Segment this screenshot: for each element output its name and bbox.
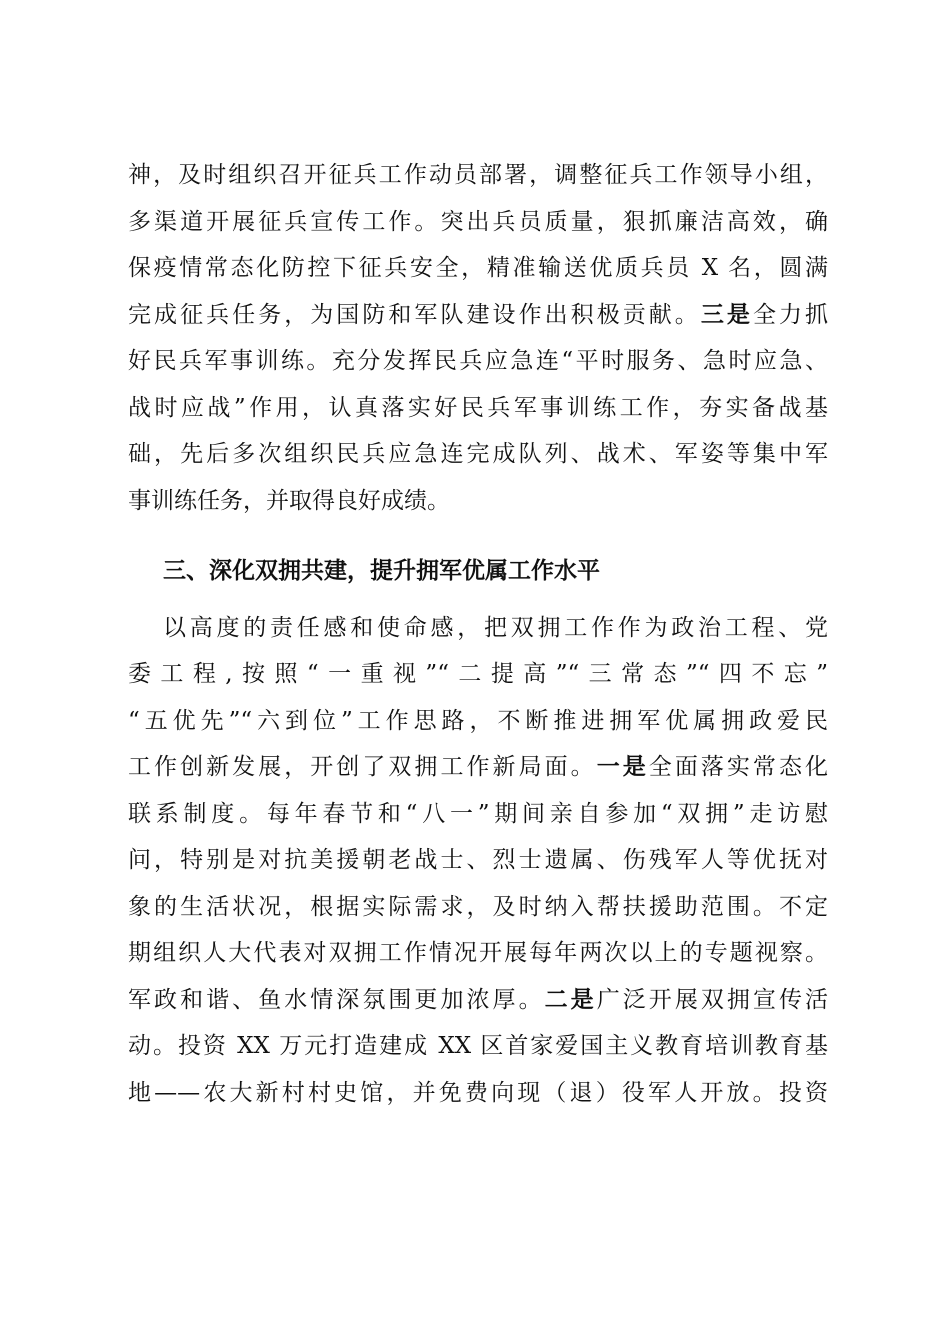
- document-body: [128, 152, 828, 1116]
- paragraph-line: 保疫情常态化防控下征兵安全，精准输送优质兵员 X 名，圆满: [128, 255, 828, 281]
- paragraph-line: 期组织人大代表对双拥工作情况开展每年两次以上的专题视察。: [128, 940, 828, 966]
- paragraph-line: 地——农大新村村史馆，并免费向现（退）役军人开放。投资: [128, 1079, 828, 1106]
- section-heading: 三、深化双拥共建，提升拥军优属工作水平: [163, 558, 600, 584]
- text-run: 广泛开展双拥宣传活: [596, 986, 829, 1013]
- paragraph-line: 事训练任务，并取得良好成绩。: [128, 487, 450, 514]
- paragraph-gap: [128, 524, 828, 548]
- paragraph-gap: [128, 595, 828, 605]
- paragraph-line: 动。投资 XX 万元打造建成 XX 区首家爱国主义教育培训教育基: [128, 1033, 828, 1059]
- paragraph-line: 础，先后多次组织民兵应急连完成队列、战术、军姿等集中军: [128, 441, 828, 467]
- paragraph-line: 委工程,按照“一重视”“二提高”“三常态”“四不忘”: [128, 661, 828, 687]
- paragraph-line: 象的生活状况，根据实际需求，及时纳入帮扶援助范围。不定: [128, 893, 828, 920]
- paragraph-line: 问，特别是对抗美援朝老战士、烈士遗属、伤残军人等优抚对: [128, 847, 828, 873]
- paragraph-line: [128, 744, 828, 791]
- paragraph-line: 多渠道开展征兵宣传工作。突出兵员质量，狠抓廉洁高效，确: [128, 208, 828, 235]
- bold-lead: 一是: [596, 754, 649, 780]
- paragraph-line: [128, 292, 828, 339]
- text-run: 全力抓: [752, 301, 829, 328]
- paragraph-line: 以高度的责任感和使命感，把双拥工作作为政治工程、党: [163, 614, 828, 641]
- paragraph-line: 联系制度。每年春节和“八一”期间亲自参加“双拥”走访慰: [128, 800, 828, 827]
- bold-lead: 二是: [544, 986, 597, 1013]
- text-run: 完成征兵任务，为国防和军队建设作出积极贡献。: [128, 301, 701, 328]
- bold-lead: 三是: [700, 301, 753, 328]
- text-run: 全面落实常态化: [648, 754, 829, 780]
- text-run: 工作创新发展，开创了双拥工作新局面。: [128, 754, 597, 780]
- paragraph-line: [128, 977, 828, 1024]
- text-run: 军政和谐、鱼水情深氛围更加浓厚。: [128, 986, 545, 1013]
- paragraph-line: 神，及时组织召开征兵工作动员部署，调整征兵工作领导小组，: [128, 162, 828, 188]
- paragraph-line: “五优先”“六到位”工作思路，不断推进拥军优属拥政爱民: [128, 707, 828, 734]
- paragraph-line: 战时应战”作用，认真落实好民兵军事训练工作，夯实备战基: [128, 394, 828, 421]
- paragraph-line: 好民兵军事训练。充分发挥民兵应急连“平时服务、急时应急、: [128, 348, 828, 374]
